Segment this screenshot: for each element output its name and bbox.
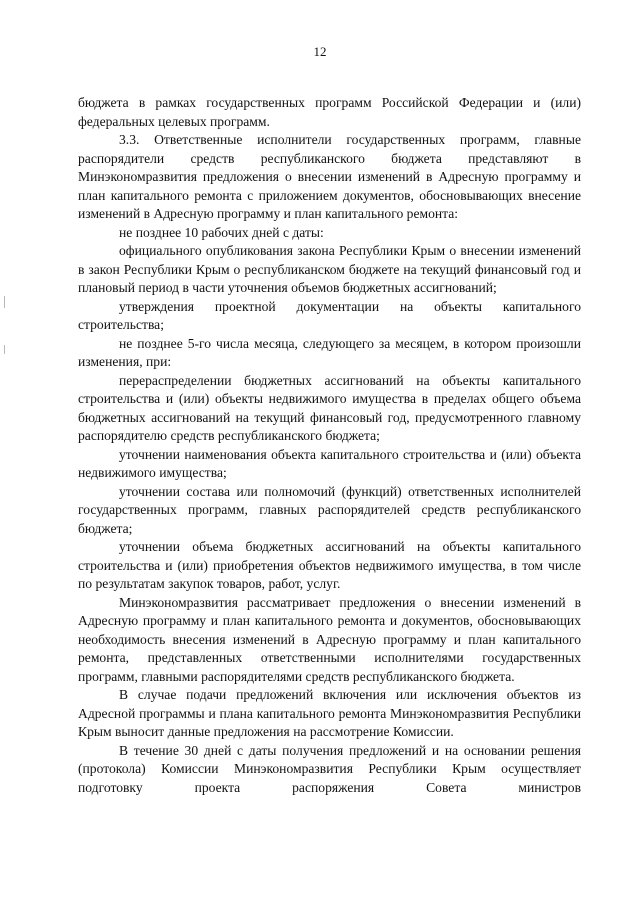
paragraph-2: 3.3. Ответственные исполнители государственных программ, главные распорядители средств республиканского бюджета представляют в Минэкономразвития предложения о внесении изменений в Адресную программу и план капитального ремонта с приложением документов, обосновывающих внесение изменений в Адресную программу и план капитального ремонта: bbox=[78, 132, 581, 221]
paragraph-9: уточнении состава или полномочий (функций) ответственных исполнителей государственных программ, главных распорядителей средств республиканского бюджета; bbox=[78, 483, 581, 536]
scan-artifact bbox=[4, 345, 5, 354]
paragraph-8: уточнении наименования объекта капитального строительства и (или) объекта недвижимого имущества; bbox=[78, 446, 581, 480]
paragraph-4: официального опубликования закона Республики Крым о внесении изменений в закон Республики Крым о республиканском бюджете на текущий финансовый год и плановый период в части уточнения объемов бюджетных ассигнований; bbox=[78, 243, 581, 295]
scan-artifact bbox=[4, 296, 5, 308]
paragraph-10: уточнении объема бюджетных ассигнований на объекты капитального строительства и (или) приобретения объектов недвижимого имущества, в том числе по результатам закупок товаров, работ, услуг. bbox=[78, 539, 581, 591]
page-number: 12 bbox=[313, 44, 327, 59]
paragraph-12: В случае подачи предложений включения или исключения объектов из Адресной программы и плана капитального ремонта Минэкономразвития Республики Крым выносит данные предложения на рассмотрение Комиссии. bbox=[78, 687, 581, 739]
paragraph-11: Минэкономразвития рассматривает предложения о внесении изменений в Адресную программу и план капитального ремонта и документов, обосновывающих необходимость внесения изменений в Адресную программу и план капитального ремонта, представленных ответственными исполнителями государственных программ, главными распорядителями средств республиканского бюджета. bbox=[78, 594, 581, 684]
paragraph-6: не позднее 5-го числа месяца, следующего за месяцем, в котором произошли изменения, при: bbox=[78, 335, 581, 369]
paragraph-1: бюджета в рамках государственных программ Российской Федерации и (или) федеральных целевых программ. bbox=[78, 95, 581, 129]
paragraph-7: перераспределении бюджетных ассигнований на объекты капитального строительства и (или) объекты недвижимого имущества в пределах общего объема бюджетных ассигнований на текущий финансовый год, предусмотренного главному распорядителю средств республиканского бюджета; bbox=[78, 372, 581, 443]
document-body bbox=[78, 94, 581, 797]
paragraph-3: не позднее 10 рабочих дней с даты: bbox=[119, 224, 324, 240]
paragraph-5: утверждения проектной документации на объекты капитального строительства; bbox=[78, 298, 581, 332]
paragraph-13: В течение 30 дней с даты получения предложений и на основании решения (протокола) Комиссии Минэкономразвития Республики Крым осуществляет подготовку проекта распоряжения Совета министров bbox=[78, 742, 581, 795]
